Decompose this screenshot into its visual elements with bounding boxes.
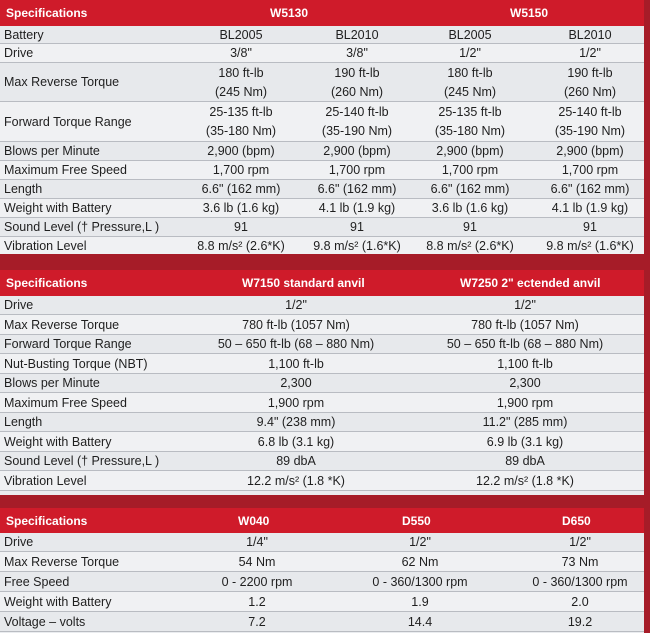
cell-value: 2,900 (bpm) [436, 144, 504, 158]
cell-value: 8.8 m/s² (2.6*K) [197, 239, 285, 253]
table-row [0, 413, 644, 432]
table-cell [183, 46, 299, 60]
row-label: Weight with Battery [4, 434, 112, 449]
cell-value: 7.2 [248, 614, 266, 629]
table-cell [515, 535, 644, 549]
cell-value-metric: (260 Nm) [563, 85, 617, 99]
cell-value: 25-140 ft-lb [558, 105, 622, 119]
row-label: Blows per Minute [4, 144, 100, 158]
row-label: Max Reverse Torque [4, 75, 120, 89]
model-w7150: W7150 standard anvil [242, 276, 365, 290]
cell-value: 89 dbA [505, 454, 545, 468]
cell-value-metric: (245 Nm) [443, 85, 497, 99]
cell-value: 1,900 rpm [267, 395, 325, 410]
table-cell [535, 64, 644, 102]
table-cell [413, 28, 527, 42]
header-title: Specifications [6, 6, 88, 20]
cell-value: 190 ft-lb [334, 66, 380, 80]
cell-value: 11.2" (285 mm) [482, 415, 568, 429]
cell-value: 1/2" [569, 535, 591, 549]
table-cell [183, 64, 299, 102]
row-label: Length [4, 182, 43, 196]
row-label: Maximum Free Speed [4, 163, 127, 177]
row-label: Forward Torque Range [4, 114, 132, 129]
table-cell [299, 220, 415, 234]
cell-value: 1.2 [248, 594, 266, 609]
table-cell [345, 595, 495, 609]
cell-value: 180 ft-lb [218, 66, 264, 80]
table-body [0, 533, 644, 632]
table-cell [183, 239, 299, 253]
table-row [0, 354, 644, 374]
table-row [0, 432, 644, 452]
cell-value: 780 ft-lb (1057 Nm) [242, 317, 350, 332]
cell-value: 91 [234, 220, 248, 234]
table-cell [299, 182, 415, 196]
row-label: Sound Level († Pressure,L ) [4, 220, 160, 234]
table-cell [413, 239, 527, 253]
cell-value: 1/4" [246, 535, 268, 549]
row-label: Sound Level († Pressure,L ) [4, 454, 160, 468]
table-cell [299, 28, 415, 42]
cell-value: 2,300 [280, 376, 312, 390]
cell-value-metric: (35-190 Nm) [321, 124, 393, 138]
table-cell [535, 163, 644, 177]
table-cell [197, 595, 317, 609]
table-body [0, 26, 644, 254]
cell-value: 6.6" (162 mm) [201, 182, 281, 196]
table-cell [413, 182, 527, 196]
row-label: Voltage – volts [4, 614, 86, 629]
model-w5150: W5150 [510, 6, 549, 20]
row-label: Vibration Level [4, 239, 87, 253]
cell-value: 14.4 [407, 614, 433, 629]
table-cell [413, 103, 527, 141]
table-row [0, 335, 644, 354]
cell-value: 1.9 [411, 594, 429, 609]
table-row [0, 452, 644, 471]
table-cell [535, 182, 644, 196]
table-cell [196, 298, 396, 312]
cell-value: 73 Nm [561, 554, 599, 569]
table-row [0, 199, 644, 218]
table-row [0, 161, 644, 180]
cell-value: 12.2 m/s² (1.8 *K) [476, 473, 574, 488]
cell-value: 1/2" [459, 46, 481, 60]
cell-value: 25-135 ft-lb [438, 105, 502, 119]
table-cell [299, 103, 415, 141]
table-cell [413, 46, 527, 60]
cell-value: 3.6 lb (1.6 kg) [431, 201, 509, 215]
row-label: Drive [4, 46, 34, 60]
cell-value: 50 – 650 ft-lb (68 – 880 Nm) [446, 337, 604, 351]
row-label: Maximum Free Speed [4, 395, 127, 410]
table-cell [196, 376, 396, 390]
cell-value: BL2005 [448, 27, 492, 42]
cell-value: 1/2" [409, 535, 431, 549]
cell-value-metric: (35-180 Nm) [434, 124, 506, 138]
cell-value: 89 dbA [276, 454, 316, 468]
cell-value: 1,700 rpm [561, 163, 619, 177]
row-label: Drive [4, 535, 34, 549]
cell-value: 6.9 lb (3.1 kg) [486, 434, 564, 449]
table-cell [196, 396, 396, 410]
table-row [0, 218, 644, 237]
cell-value: 190 ft-lb [567, 66, 613, 80]
cell-value: 6.6" (162 mm) [430, 182, 510, 196]
table-cell [415, 415, 635, 429]
table-cell [415, 376, 635, 390]
cell-value-metric: (35-190 Nm) [554, 124, 626, 138]
model-w5130: W5130 [270, 6, 309, 20]
cell-value: 9.8 m/s² (1.6*K) [546, 239, 634, 253]
table-row [0, 142, 644, 161]
table-row [0, 296, 644, 315]
table-cell [345, 535, 495, 549]
row-label: Length [4, 415, 43, 429]
table-cell [535, 144, 644, 158]
cell-value: 9.8 m/s² (1.6*K) [313, 239, 401, 253]
table-row [0, 44, 644, 63]
table-cell [535, 201, 644, 215]
cell-value: 1/2" [514, 298, 536, 312]
header-title: Specifications [6, 513, 88, 528]
table-cell [299, 239, 415, 253]
table-row [0, 592, 644, 612]
model-d650: D650 [562, 513, 591, 528]
table-cell [413, 163, 527, 177]
row-label: Weight with Battery [4, 594, 112, 609]
cell-value: 2,900 (bpm) [556, 144, 624, 158]
row-label: Max Reverse Torque [4, 317, 120, 332]
cell-value: 0 - 360/1300 rpm [372, 574, 468, 589]
table-header [0, 508, 644, 533]
table-cell [413, 144, 527, 158]
cell-value-metric: (35-180 Nm) [205, 124, 277, 138]
table-cell [515, 595, 644, 609]
table-row [0, 612, 644, 632]
table-cell [415, 318, 635, 332]
cell-value: 8.8 m/s² (2.6*K) [426, 239, 514, 253]
spec-table-w5130-w5150 [0, 0, 644, 254]
table-cell [197, 615, 317, 629]
table-body [0, 296, 644, 491]
row-label: Free Speed [4, 574, 70, 589]
table-cell [183, 28, 299, 42]
table-cell [299, 46, 415, 60]
table-cell [183, 220, 299, 234]
table-row [0, 102, 644, 142]
model-w7250: W7250 2" ectended anvil [460, 276, 601, 290]
cell-value: 0 - 2200 rpm [221, 574, 293, 589]
table-cell [413, 64, 527, 102]
cell-value: 3.6 lb (1.6 kg) [202, 201, 280, 215]
table-row [0, 63, 644, 102]
model-w040: W040 [238, 513, 270, 528]
table-row [0, 237, 644, 254]
table-row [0, 533, 644, 552]
cell-value: 2.0 [571, 594, 589, 609]
row-label: Max Reverse Torque [4, 554, 120, 569]
table-cell [183, 144, 299, 158]
cell-value: 1,700 rpm [328, 163, 386, 177]
cell-value: 1,900 rpm [496, 395, 554, 410]
table-header [0, 270, 644, 296]
table-header [0, 0, 644, 26]
row-label: Weight with Battery [4, 201, 112, 215]
table-cell [415, 298, 635, 312]
table-cell [183, 201, 299, 215]
spec-table-w040-d550-d650 [0, 508, 644, 633]
row-label: Drive [4, 298, 34, 312]
cell-value: 12.2 m/s² (1.8 *K) [247, 473, 345, 488]
table-cell [535, 220, 644, 234]
model-d550: D550 [402, 513, 431, 528]
table-cell [196, 474, 396, 488]
table-cell [415, 454, 635, 468]
table-row [0, 180, 644, 199]
table-cell [196, 454, 396, 468]
cell-value: 54 Nm [238, 554, 276, 569]
table-cell [183, 163, 299, 177]
cell-value: 2,900 (bpm) [323, 144, 391, 158]
table-cell [415, 435, 635, 449]
row-label: Battery [4, 27, 44, 42]
cell-value: 6.8 lb (3.1 kg) [257, 434, 335, 449]
cell-value: 1,700 rpm [441, 163, 499, 177]
cell-value: 25-140 ft-lb [325, 105, 389, 119]
cell-value: 91 [583, 220, 597, 234]
table-cell [415, 396, 635, 410]
table-cell [299, 163, 415, 177]
cell-value: 6.6" (162 mm) [317, 182, 397, 196]
cell-value: 91 [463, 220, 477, 234]
cell-value: 1/2" [579, 46, 601, 60]
table-cell [413, 201, 527, 215]
cell-value: 1/2" [285, 298, 307, 312]
table-cell [535, 28, 644, 42]
cell-value: 9.4" (238 mm) [256, 415, 336, 429]
table-cell [515, 575, 644, 589]
table-cell [196, 357, 396, 371]
cell-value: 1,100 ft-lb [268, 356, 324, 371]
cell-value: BL2010 [568, 27, 612, 42]
cell-value: 50 – 650 ft-lb (68 – 880 Nm) [217, 337, 375, 351]
cell-value: BL2005 [219, 27, 263, 42]
cell-value: 19.2 [567, 614, 593, 629]
table-cell [515, 615, 644, 629]
cell-value: 2,300 [509, 376, 541, 390]
table-cell [299, 64, 415, 102]
table-cell [196, 337, 396, 351]
table-cell [197, 555, 317, 569]
row-label: Nut-Busting Torque (NBT) [4, 356, 148, 371]
table-cell [196, 435, 396, 449]
table-cell [183, 182, 299, 196]
table-cell [413, 220, 527, 234]
table-row [0, 26, 644, 44]
cell-value: 0 - 360/1300 rpm [532, 574, 628, 589]
table-cell [183, 103, 299, 141]
table-row [0, 393, 644, 413]
table-cell [415, 474, 635, 488]
table-cell [197, 575, 317, 589]
cell-value: 1,100 ft-lb [497, 356, 553, 371]
cell-value: 4.1 lb (1.9 kg) [551, 201, 629, 215]
row-label: Vibration Level [4, 473, 87, 488]
table-cell [299, 201, 415, 215]
table-row [0, 374, 644, 393]
cell-value: 3/8" [346, 46, 368, 60]
table-cell [515, 555, 644, 569]
table-row [0, 552, 644, 572]
table-cell [415, 337, 635, 351]
table-cell [345, 555, 495, 569]
cell-value: 780 ft-lb (1057 Nm) [471, 317, 579, 332]
table-cell [345, 615, 495, 629]
table-row [0, 572, 644, 592]
cell-value: 180 ft-lb [447, 66, 493, 80]
table-cell [196, 415, 396, 429]
header-title: Specifications [6, 276, 88, 290]
row-label: Blows per Minute [4, 376, 100, 390]
cell-value-metric: (245 Nm) [214, 85, 268, 99]
cell-value: 62 Nm [401, 554, 439, 569]
table-cell [415, 357, 635, 371]
cell-value: 1,700 rpm [212, 163, 270, 177]
cell-value: 3/8" [230, 46, 252, 60]
cell-value: 6.6" (162 mm) [550, 182, 630, 196]
cell-value: 2,900 (bpm) [207, 144, 275, 158]
row-label: Forward Torque Range [4, 337, 132, 351]
table-cell [299, 144, 415, 158]
table-cell [197, 535, 317, 549]
spec-table-w7150-w7250 [0, 270, 644, 495]
table-cell [535, 239, 644, 253]
cell-value: 25-135 ft-lb [209, 105, 273, 119]
table-cell [196, 318, 396, 332]
table-cell [535, 103, 644, 141]
table-cell [535, 46, 644, 60]
cell-value: 91 [350, 220, 364, 234]
table-cell [345, 575, 495, 589]
table-row [0, 315, 644, 335]
table-row [0, 471, 644, 491]
cell-value: BL2010 [335, 27, 379, 42]
cell-value-metric: (260 Nm) [330, 85, 384, 99]
cell-value: 4.1 lb (1.9 kg) [318, 201, 396, 215]
